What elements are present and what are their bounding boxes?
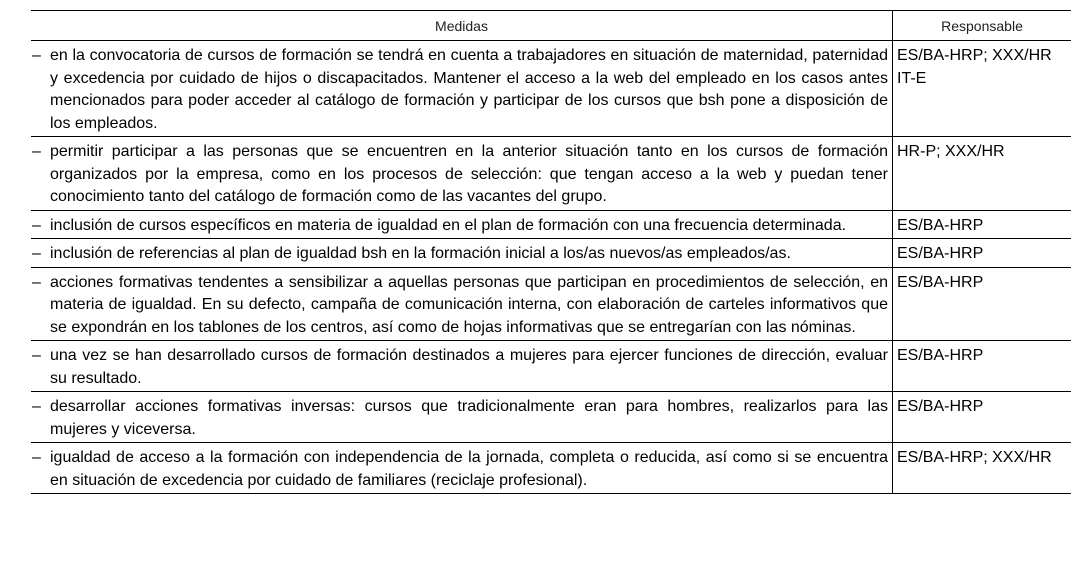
medida-wrap bbox=[31, 215, 888, 238]
bullet-dash: – bbox=[32, 216, 41, 234]
responsable-cell bbox=[893, 341, 1072, 392]
responsable-cell bbox=[893, 267, 1072, 341]
medida-cell bbox=[31, 341, 893, 392]
responsable-text: ES/BA-HRP; XXX/HR bbox=[897, 449, 1052, 466]
responsable-cell bbox=[893, 137, 1072, 211]
medida-cell bbox=[31, 392, 893, 443]
medida-wrap bbox=[31, 447, 888, 492]
medida-cell bbox=[31, 239, 893, 268]
medida-cell bbox=[31, 443, 893, 494]
table-row bbox=[31, 239, 1071, 268]
medida-text: inclusión de referencias al plan de igualdad bsh en la formación inicial a los/as nuevos/as empleados/as. bbox=[50, 245, 791, 262]
table-row bbox=[31, 210, 1071, 239]
bullet-dash: – bbox=[32, 47, 41, 64]
medida-wrap bbox=[31, 272, 888, 340]
bullet-dash: – bbox=[32, 273, 41, 291]
table-row bbox=[31, 41, 1071, 137]
medida-wrap bbox=[31, 345, 888, 390]
medida-cell bbox=[31, 137, 893, 211]
medida-wrap bbox=[31, 243, 888, 266]
responsable-cell bbox=[893, 239, 1072, 268]
responsable-cell bbox=[893, 392, 1072, 443]
responsable-text: IT-E bbox=[897, 69, 927, 87]
medida-cell bbox=[31, 267, 893, 341]
medida-text: permitir participar a las personas que se encuentren en la anterior situación tanto en los cursos de formación organizados por la empresa, como en los procesos de selección: que tengan acceso a la web y puedan tener conocimiento tanto del catálogo de formación como de las vacantes del grupo. bbox=[50, 143, 888, 205]
table-header-row bbox=[31, 11, 1071, 41]
bullet-dash: – bbox=[32, 245, 41, 262]
responsable-cell bbox=[893, 210, 1072, 239]
medida-text: acciones formativas tendentes a sensibilizar a aquellas personas que participan en procedimientos de selección, en materia de igualdad. En su defecto, campaña de comunicación interna, con elaboración de carteles informativos que se expondrán en los tablones de los centros, así como de hojas informativas que se entregarían con las nóminas. bbox=[50, 273, 888, 336]
medida-wrap bbox=[31, 45, 888, 135]
medida-text: igualdad de acceso a la formación con independencia de la jornada, completa o reducida, así como si se encuentra en situación de excedencia por cuidado de familiares (reciclaje profesional). bbox=[50, 449, 888, 489]
responsable-text: ES/BA-HRP bbox=[897, 347, 984, 364]
table-row bbox=[31, 443, 1071, 494]
table-body bbox=[31, 41, 1071, 494]
medida-text: desarrollar acciones formativas inversas: cursos que tradicionalmente eran para hombres, realizarlos para las mujeres y viceversa. bbox=[50, 398, 888, 438]
responsable-text: ES/BA-HRP; XXX/HR bbox=[897, 47, 1052, 64]
measures-table bbox=[31, 10, 1071, 494]
medida-text: en la convocatoria de cursos de formación se tendrá en cuenta a trabajadores en situación de maternidad, paternidad y excedencia por cuidado de hijos o discapacitados. Mantener el acceso a la web del empleado en los casos antes mencionados para poder acceder al catálogo de formación y participar de los cursos que bsh pone a disposición de los empleados. bbox=[50, 47, 888, 132]
medida-wrap bbox=[31, 396, 888, 441]
table-row bbox=[31, 137, 1071, 211]
table-row bbox=[31, 341, 1071, 392]
bullet-dash: – bbox=[32, 449, 41, 466]
bullet-dash: – bbox=[32, 143, 41, 160]
medida-text: inclusión de cursos específicos en materia de igualdad en el plan de formación con una frecuencia determinada. bbox=[50, 216, 847, 234]
table-row bbox=[31, 392, 1071, 443]
responsable-cell bbox=[893, 41, 1072, 137]
responsable-text: ES/BA-HRP bbox=[897, 273, 984, 291]
responsable-text: ES/BA-HRP bbox=[897, 216, 984, 234]
table-row bbox=[31, 267, 1071, 341]
bullet-dash: – bbox=[32, 398, 41, 415]
responsable-text: ES/BA-HRP bbox=[897, 398, 984, 415]
responsable-text: HR-P; XXX/HR bbox=[897, 143, 1005, 160]
medida-cell bbox=[31, 41, 893, 137]
medida-cell bbox=[31, 210, 893, 239]
medida-text: una vez se han desarrollado cursos de formación destinados a mujeres para ejercer funciones de dirección, evaluar su resultado. bbox=[50, 347, 888, 387]
bullet-dash: – bbox=[32, 347, 41, 364]
responsable-text: ES/BA-HRP bbox=[897, 245, 984, 262]
header-medidas: Medidas bbox=[31, 11, 893, 41]
header-responsable: Responsable bbox=[893, 11, 1072, 41]
medida-wrap bbox=[31, 141, 888, 209]
responsable-cell bbox=[893, 443, 1072, 494]
